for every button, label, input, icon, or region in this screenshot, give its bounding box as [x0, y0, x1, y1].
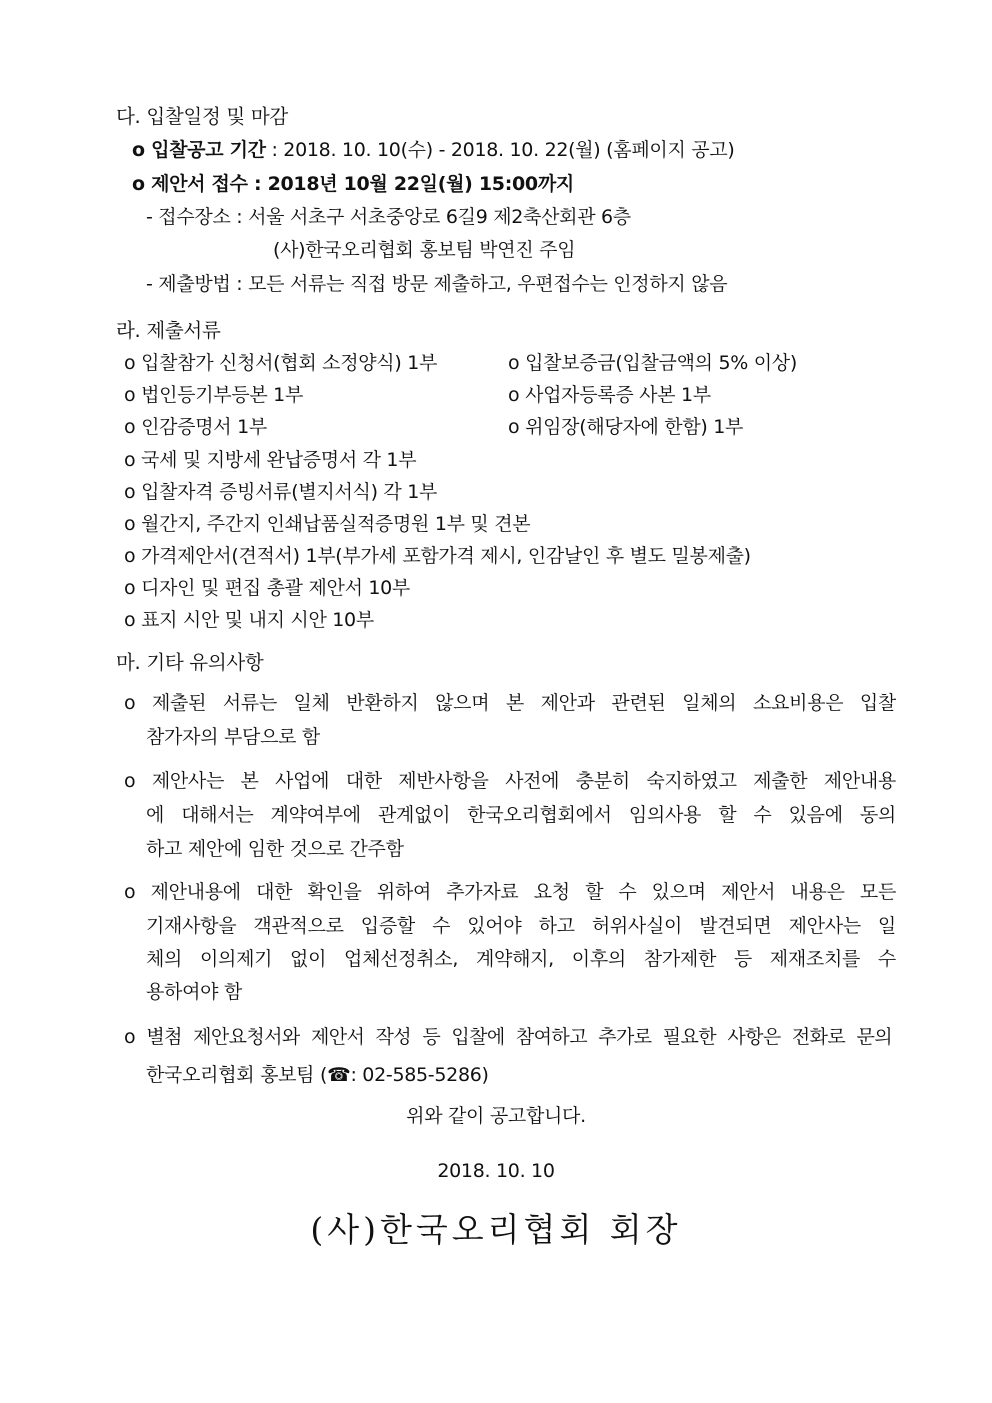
doc-item: o 인감증명서 1부 — [124, 416, 267, 438]
bid-period-line — [132, 137, 734, 163]
doc-item: o 법인등기부등본 1부 — [124, 384, 304, 406]
contact-text: 한국오리협회 홍보팀 ( — [146, 1064, 328, 1086]
signature-title: (사)한국오리협회 회장 — [310, 1210, 682, 1249]
bid-period-label: o 입찰공고 기간 — [132, 139, 266, 161]
notice-p3-line2: 기재사항을 객관적으로 입증할 수 있어야 하고 허위사실이 발견되면 제안사는 일 — [146, 915, 896, 937]
notice-p2-line3: 하고 제안에 임한 것으로 간주함 — [146, 838, 404, 860]
doc-item: o 사업자등록증 사본 1부 — [508, 384, 711, 406]
proposal-deadline-line — [132, 171, 574, 197]
section-ma-heading: 마. 기타 유의사항 — [116, 651, 264, 674]
closing-date: 2018. 10. 10 — [437, 1160, 555, 1182]
doc-item: o 입찰참가 신청서(협회 소정양식) 1부 — [124, 352, 438, 374]
doc-item: o 가격제안서(견적서) 1부(부가세 포함가격 제시, 인감날인 후 별도 밀봉제출) — [124, 545, 751, 567]
contact-number: : 02-585-5286) — [350, 1064, 489, 1086]
doc-item: o 월간지, 주간지 인쇄납품실적증명원 1부 및 견본 — [124, 513, 531, 535]
doc-item: o 입찰보증금(입찰금액의 5% 이상) — [508, 352, 797, 374]
notice-p2-line2: 에 대해서는 계약여부에 관계없이 한국오리협회에서 임의사용 할 수 있음에 동의 — [146, 804, 896, 826]
closing-notice: 위와 같이 공고합니다. — [406, 1105, 586, 1127]
proposal-deadline-value: : 2018년 10월 22일(월) 15:00까지 — [247, 173, 574, 195]
phone-icon: ☎ — [327, 1064, 351, 1086]
doc-item: o 위임장(해당자에 한함) 1부 — [508, 416, 744, 438]
bid-period-value: : 2018. 10. 10(수) - 2018. 10. 22(월) (홈페이지 공고) — [265, 139, 735, 161]
section-ra-heading: 라. 제출서류 — [116, 319, 221, 342]
notice-p3-line3: 체의 이의제기 없이 업체선정취소, 계약해지, 이후의 참가제한 등 제재조치를 수 — [146, 948, 896, 970]
doc-item: o 입찰자격 증빙서류(별지서식) 각 1부 — [124, 481, 438, 503]
notice-p1-line1: o 제출된 서류는 일체 반환하지 않으며 본 제안과 관련된 일체의 소요비용은 입찰 — [124, 692, 896, 714]
submission-place: - 접수장소 : 서울 서초구 서초중앙로 6길9 제2축산회관 6층 — [146, 206, 631, 228]
doc-item: o 디자인 및 편집 총괄 제안서 10부 — [124, 577, 410, 599]
submission-contact: (사)한국오리협회 홍보팀 박연진 주임 — [273, 239, 576, 261]
notice-p4-line2 — [146, 1062, 489, 1088]
doc-item: o 표지 시안 및 내지 시안 10부 — [124, 609, 374, 631]
notice-p3-line1: o 제안내용에 대한 확인을 위하여 추가자료 요청 할 수 있으며 제안서 내용은 모든 — [124, 881, 896, 903]
proposal-deadline-label: o 제안서 접수 — [132, 173, 248, 195]
notice-p4-line1: o 별첨 제안요청서와 제안서 작성 등 입찰에 참여하고 추가로 필요한 사항은 전화로 문의 — [124, 1026, 892, 1048]
section-da-heading: 다. 입찰일정 및 마감 — [116, 105, 288, 128]
notice-p3-line4: 용하여야 함 — [146, 981, 243, 1003]
notice-p2-line1: o 제안사는 본 사업에 대한 제반사항을 사전에 충분히 숙지하였고 제출한 제안내용 — [124, 770, 896, 792]
doc-item: o 국세 및 지방세 완납증명서 각 1부 — [124, 449, 417, 471]
submission-method: - 제출방법 : 모든 서류는 직접 방문 제출하고, 우편접수는 인정하지 않음 — [146, 273, 728, 295]
notice-p1-line2: 참가자의 부담으로 함 — [146, 726, 320, 748]
